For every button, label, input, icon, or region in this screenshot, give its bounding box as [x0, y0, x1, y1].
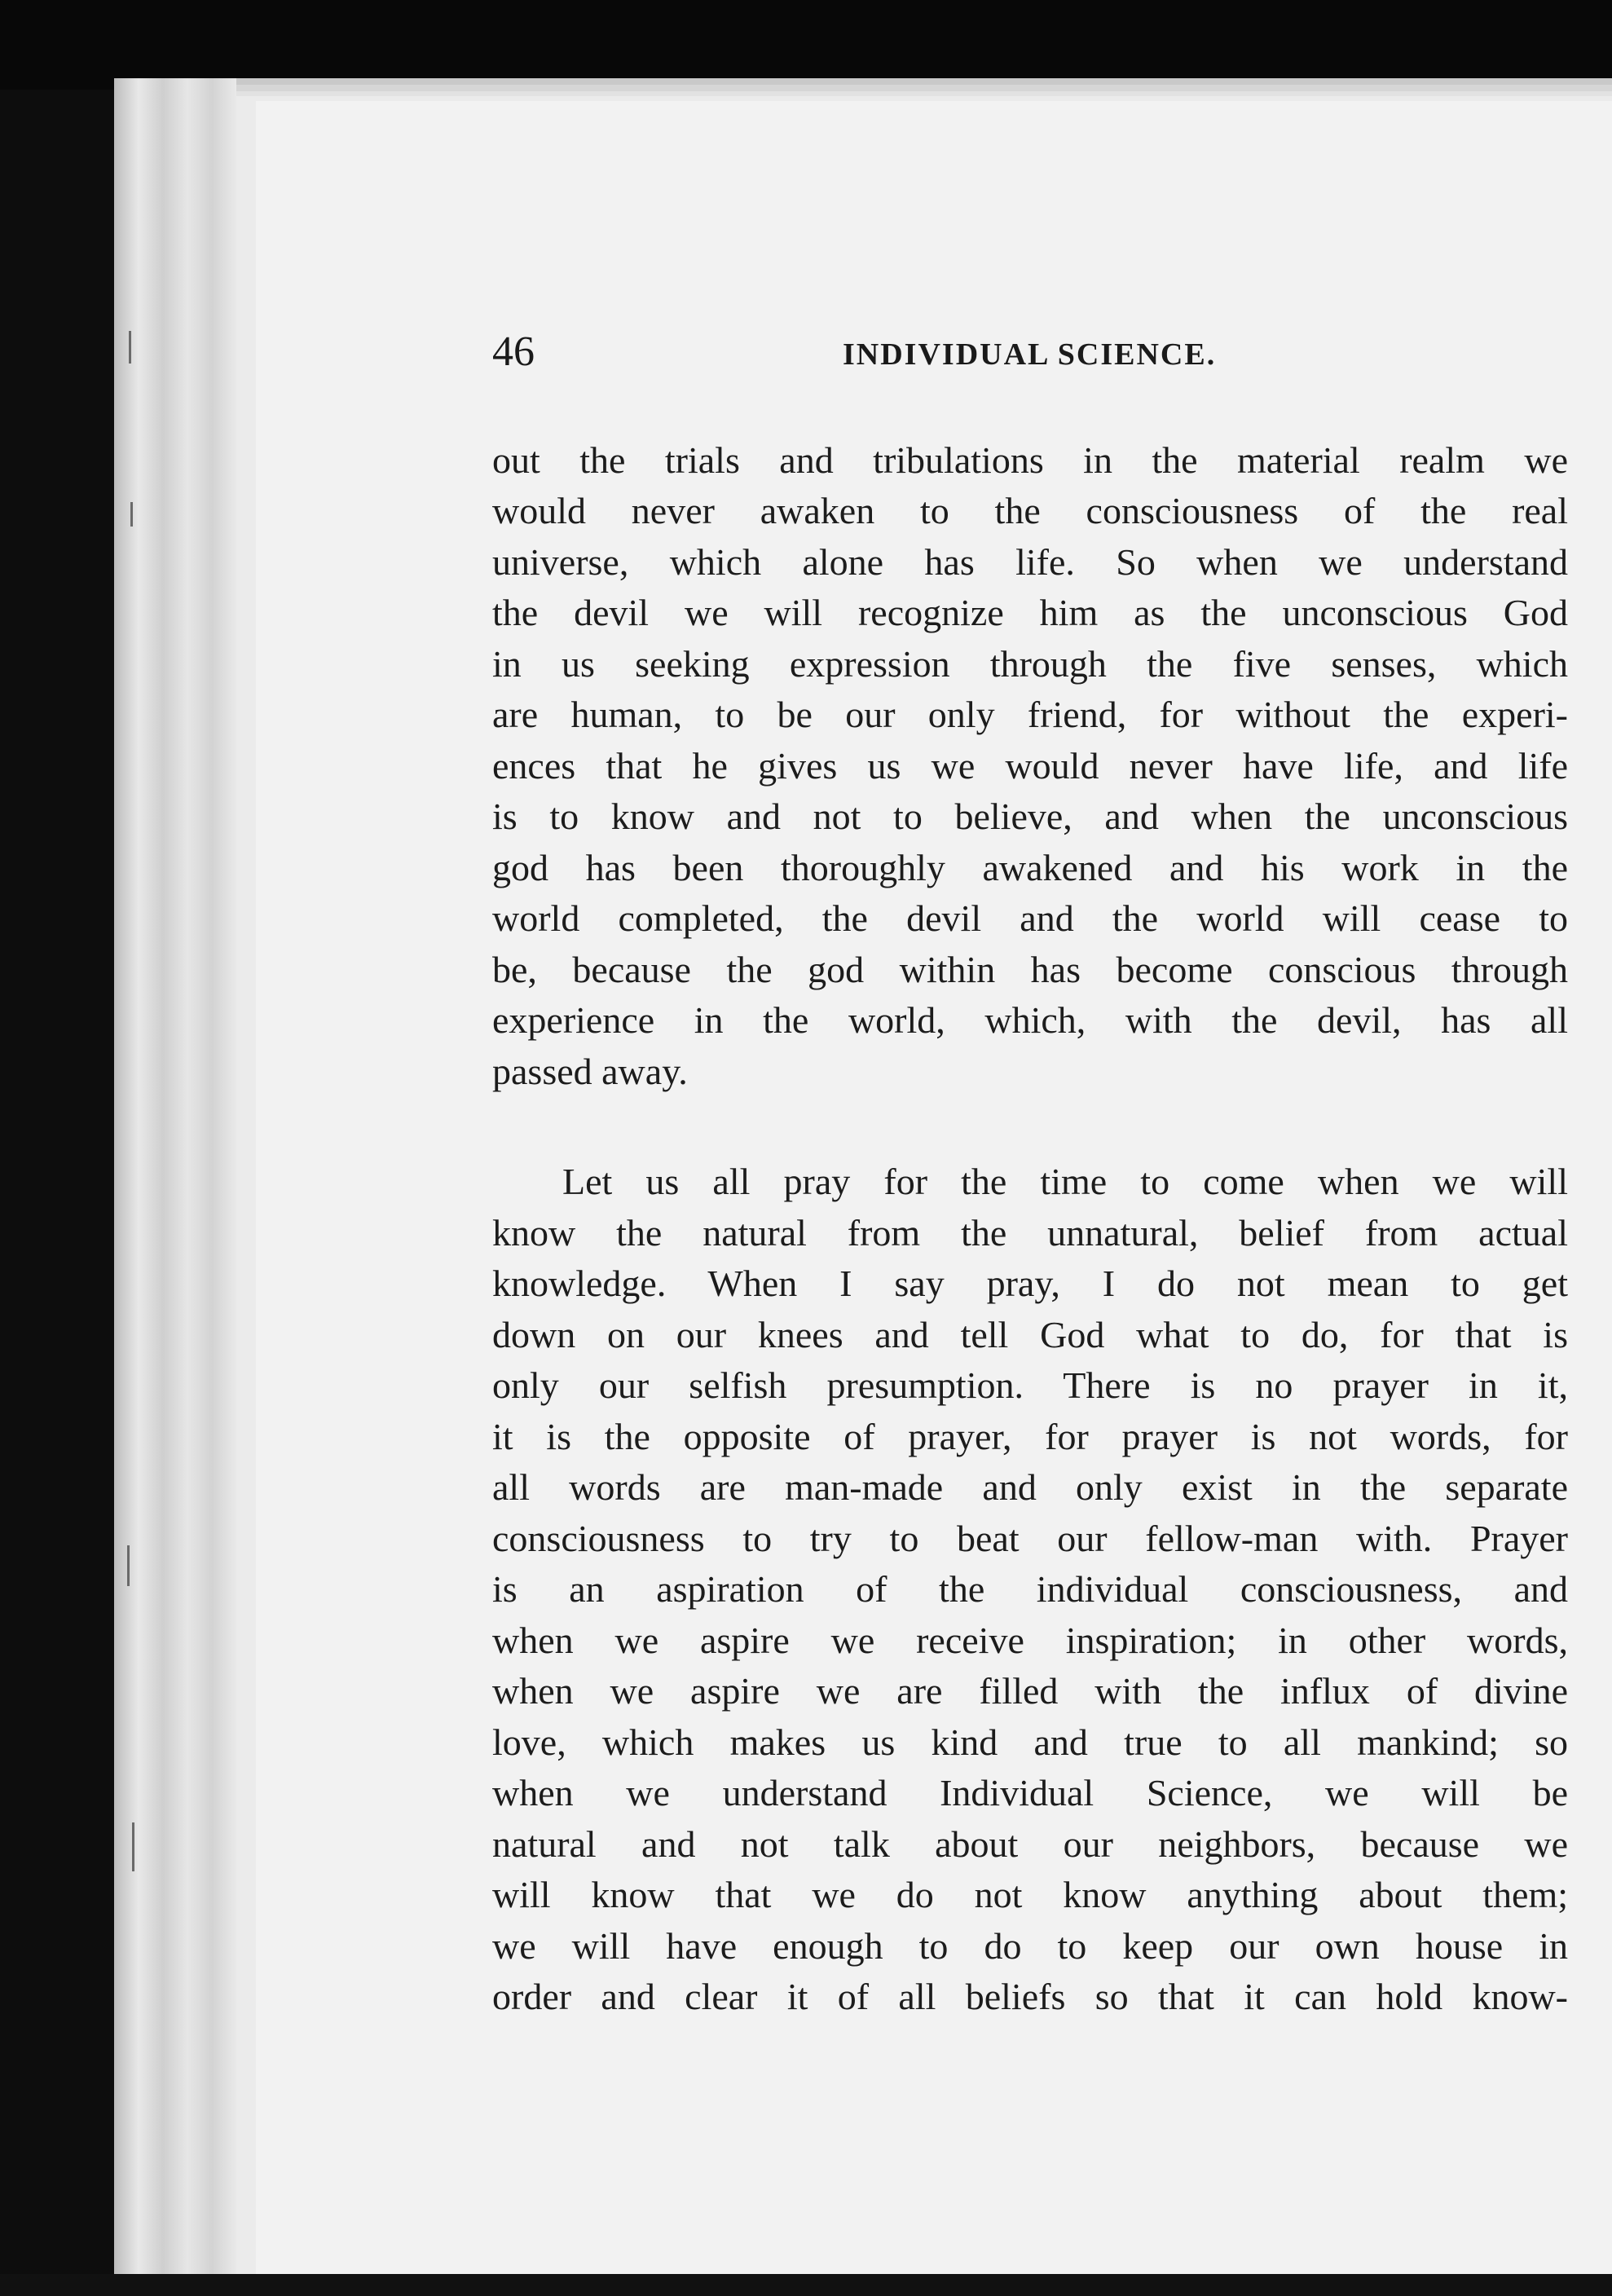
text-line: order and clear it of all beliefs so that it can hold know- [492, 1976, 1568, 2017]
running-title: INDIVIDUAL SCIENCE. [843, 337, 1217, 372]
text-line: know the natural from the unnatural, belief from actual [492, 1212, 1568, 1254]
text-line: experience in the world, which, with the devil, has all [492, 999, 1568, 1041]
running-header [492, 324, 1609, 381]
text-line: only our selfish presumption. There is no prayer in it, [492, 1364, 1568, 1406]
text-line: natural and not talk about our neighbors, because we [492, 1823, 1568, 1865]
text-line: when we understand Individual Science, we will be [492, 1772, 1568, 1813]
text-line: be, because the god within has become conscious through [492, 949, 1568, 990]
text-line: all words are man-made and only exist in the separate [492, 1466, 1568, 1508]
text-line: out the trials and tribulations in the material realm we [492, 439, 1568, 481]
scanner-frame [0, 0, 1612, 90]
text-line: we will have enough to do to keep our own house in [492, 1925, 1568, 1967]
book-binding [114, 78, 236, 2296]
text-line: in us seeking expression through the five senses, which [492, 643, 1568, 685]
binding-mark [127, 1545, 130, 1586]
text-line: god has been thoroughly awakened and his work in the [492, 847, 1568, 888]
text-line: is an aspiration of the individual consciousness, and [492, 1568, 1568, 1610]
scanner-frame-bottom [0, 2274, 1612, 2296]
page-number: 46 [492, 328, 535, 375]
text-line: love, which makes us kind and true to all mankind; so [492, 1721, 1568, 1763]
text-line: universe, which alone has life. So when we understand [492, 541, 1568, 583]
binding-mark [132, 1822, 134, 1871]
text-line: when we aspire we are filled with the influx of divine [492, 1670, 1568, 1712]
text-line: will know that we do not know anything about them; [492, 1874, 1568, 1915]
text-line: when we aspire we receive inspiration; in other words, [492, 1620, 1568, 1661]
text-line: would never awaken to the consciousness of the real [492, 490, 1568, 531]
text-line: world completed, the devil and the world will cease to [492, 897, 1568, 939]
text-line: ences that he gives us we would never have life, and life [492, 745, 1568, 787]
text-line: knowledge. When I say pray, I do not mean to get [492, 1263, 1568, 1304]
binding-mark [130, 502, 133, 527]
text-line: Let us all pray for the time to come when we will [562, 1161, 1568, 1202]
binding-mark [129, 331, 131, 364]
text-line: passed away. [492, 1051, 688, 1092]
text-line: consciousness to try to beat our fellow-man with. Prayer [492, 1518, 1568, 1559]
text-line: down on our knees and tell God what to do, for that is [492, 1314, 1568, 1355]
text-line: it is the opposite of prayer, for prayer is not words, for [492, 1416, 1568, 1457]
text-line: the devil we will recognize him as the unconscious God [492, 592, 1568, 633]
text-line: are human, to be our only friend, for without the experi- [492, 694, 1568, 735]
text-line: is to know and not to believe, and when the unconscious [492, 795, 1568, 837]
